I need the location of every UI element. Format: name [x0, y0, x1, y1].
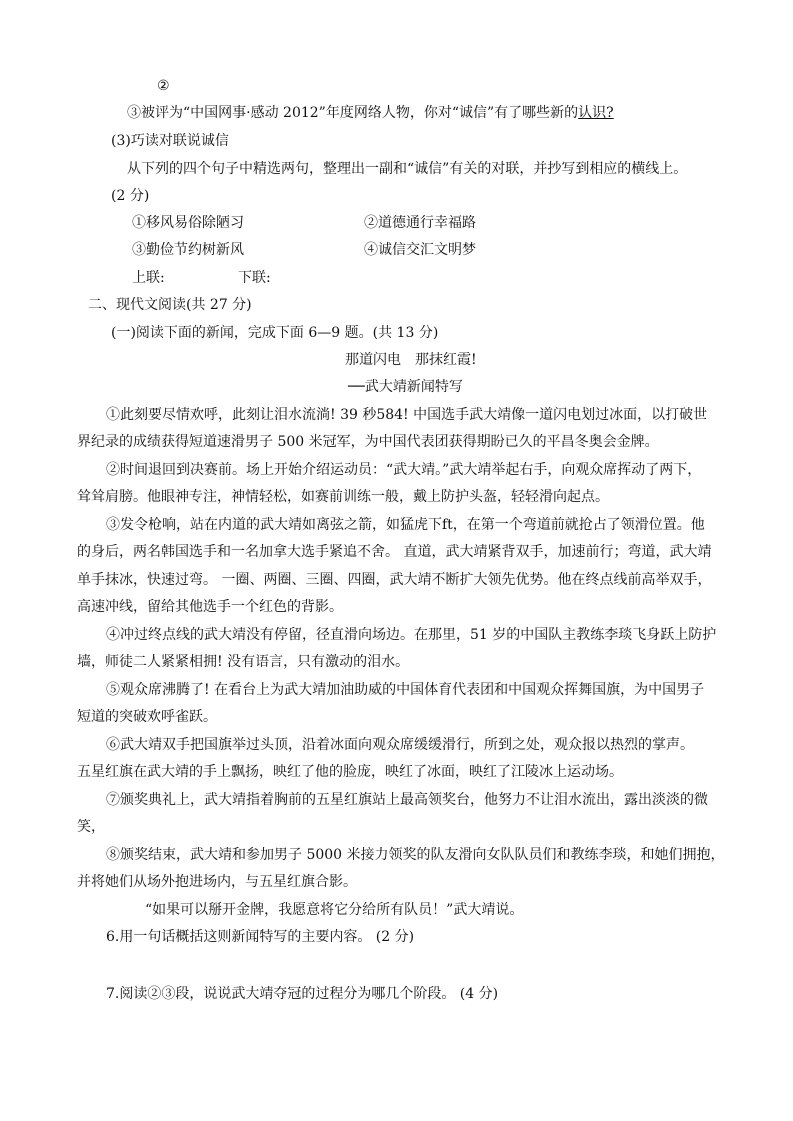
q5-3-instruction: 从下列的四个句子中精选两句，整理出一副和“诚信”有关的对联，并抄写到相应的横线上。 — [127, 161, 688, 177]
couplet-option-2: ②道德通行幸福路 — [364, 215, 476, 231]
upper-couplet-label: 上联: — [132, 270, 165, 286]
article-line: ③发令枪响，站在内道的武大靖如离弦之箭，如猛虎下ft，在第一个弯道前就抢占了领滑位置。他 — [106, 517, 705, 533]
couplet-option-4: ④诚信交汇文明梦 — [364, 242, 476, 258]
q5-item-3-text: ③被评为“中国网事·感动 2012”年度网络人物，你对“诚信”有了哪些新的 — [127, 105, 579, 121]
article-line: 界纪录的成绩获得短道速滑男子 500 米冠军，为中国代表团获得期盼已久的平昌冬奥会金牌。 — [77, 434, 659, 450]
q5-item-3 — [127, 103, 614, 123]
article-line: ④冲过终点线的武大靖没有停留，径直滑向场边。在那里，51 岁的中国队主教练李琰飞身跃上防护 — [106, 627, 717, 643]
article-subtitle: ──武大靖新闻特写 — [348, 379, 463, 395]
article-line: ⑦颁奖典礼上，武大靖指着胸前的五星红旗站上最高领奖台，他努力不让泪水流出，露出淡淡的微 — [106, 792, 708, 808]
q5-item-2: ② — [157, 78, 170, 94]
couplet-option-1: ①移风易俗除陋习 — [132, 215, 244, 231]
section-2-heading: 二、现代文阅读(共 27 分) — [88, 297, 252, 313]
q5-3-heading: (3)巧读对联说诚信 — [111, 133, 229, 149]
article-line: 五星红旗在武大靖的手上飘扬，映红了他的脸庞，映红了冰面，映红了江陵冰上运动场。 — [77, 764, 623, 780]
article-title: 那道闪电 那抹红霞! — [345, 352, 477, 368]
article-line: ②时间退回到决赛前。场上开始介绍运动员：“武大靖。”武大靖举起右手，向观众席挥动了两下， — [106, 462, 702, 478]
lower-couplet-label: 下联: — [238, 270, 271, 286]
section-2-part-1: (一)阅读下面的新闻，完成下面 6—9 题。(共 13 分) — [111, 325, 439, 341]
article-line: 短道的突破欢呼雀跃。 — [77, 709, 217, 725]
article-line: 单手抹冰，快速过弯。 一圈、两圈、三圈、四圈，武大靖不断扩大领先优势。他在终点线前高举双手， — [77, 572, 712, 588]
article-line: ①此刻要尽情欢呼，此刻让泪水流淌! 39 秒584! 中国选手武大靖像一道闪电划过冰面，以打破世 — [106, 407, 708, 423]
article-line: ⑤观众席沸腾了! 在看台上为武大靖加油助威的中国体育代表团和中国观众挥舞国旗，为中国男子 — [106, 682, 705, 698]
couplet-option-3: ③勤俭节约树新风 — [132, 242, 244, 258]
article-line: ⑥武大靖双手把国旗举过头顶，沿着冰面向观众席缓缓滑行，所到之处，观众报以热烈的掌声。 — [106, 737, 694, 753]
article-line: 高速冲线，留给其他选手一个红色的背影。 — [77, 599, 343, 615]
question-7: 7.阅读②③段，说说武大靖夺冠的过程分为哪几个阶段。 (4 分) — [106, 986, 499, 1002]
q5-item-3-underlined: 认识? — [578, 105, 614, 121]
article-quote: “如果可以掰开金牌，我愿意将它分给所有队员！”武大靖说。 — [145, 902, 524, 918]
article-line: 并将她们从场外抱进场内，与五星红旗合影。 — [77, 874, 357, 890]
question-6: 6.用一句话概括这则新闻特写的主要内容。 (2 分) — [106, 929, 415, 945]
article-line: 笑， — [77, 819, 105, 835]
article-line: 墙，师徒二人紧紧相拥! 没有语言，只有激动的泪水。 — [77, 654, 410, 670]
article-line: 耸耸肩膀。他眼神专注，神情轻松，如赛前训练一般，戴上防护头盔，轻轻滑向起点。 — [77, 489, 609, 505]
article-line: 的身后，两名韩国选手和一名加拿大选手紧追不舍。 直道，武大靖紧背双手，加速前行；弯道，武大靖 — [77, 544, 712, 560]
q5-3-points: (2 分) — [111, 188, 150, 204]
article-line: ⑧颁奖结束，武大靖和参加男子 5000 米接力领奖的队友滑向女队队员们和教练李琰，和她们拥抱， — [106, 847, 725, 863]
